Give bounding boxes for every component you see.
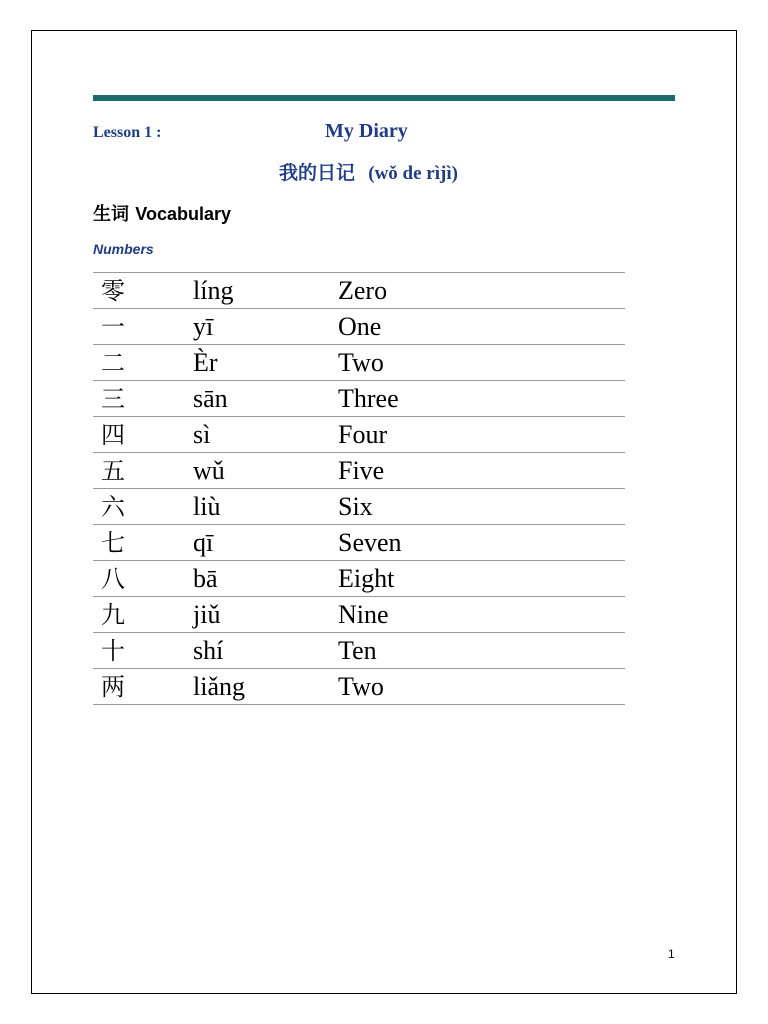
section-heading-english: Vocabulary	[135, 204, 231, 224]
pinyin-cell: Èr	[193, 348, 218, 377]
page-number: 1	[668, 947, 675, 961]
table-row	[93, 345, 625, 381]
table-row	[93, 669, 625, 705]
english-cell: Nine	[338, 600, 389, 629]
hanzi-cell: 两	[101, 673, 125, 701]
pinyin-cell: bā	[193, 564, 218, 593]
table-row	[93, 453, 625, 489]
hanzi-cell: 零	[101, 277, 125, 305]
english-cell: Six	[338, 492, 373, 521]
chinese-title-pinyin: (wǒ de rìjì)	[368, 163, 458, 184]
hanzi-cell: 九	[101, 601, 125, 629]
hanzi-cell: 十	[101, 637, 125, 665]
lesson-label: Lesson 1 :	[93, 124, 162, 141]
english-cell: Four	[338, 420, 388, 449]
pinyin-cell: liù	[193, 492, 221, 521]
table-row	[93, 272, 625, 309]
hanzi-cell: 八	[101, 565, 125, 593]
vocabulary-table	[93, 272, 625, 705]
english-cell: Five	[338, 456, 385, 485]
table-row	[93, 525, 625, 561]
pinyin-cell: qī	[193, 528, 214, 557]
table-row	[93, 381, 625, 417]
table-row	[93, 633, 625, 669]
hanzi-cell: 六	[101, 493, 125, 521]
pinyin-cell: liǎng	[193, 672, 245, 701]
english-cell: Three	[338, 384, 399, 413]
table-row	[93, 561, 625, 597]
hanzi-cell: 五	[101, 457, 125, 485]
table-row	[93, 597, 625, 633]
pinyin-cell: shí	[193, 636, 224, 665]
section-heading-chinese: 生词	[93, 204, 129, 225]
pinyin-cell: wǔ	[193, 456, 225, 485]
lesson-title: My Diary	[325, 120, 408, 142]
english-cell: Two	[338, 348, 384, 377]
header-rule	[93, 95, 675, 101]
english-cell: Two	[338, 672, 384, 701]
hanzi-cell: 七	[101, 529, 125, 557]
chinese-title	[279, 158, 458, 185]
english-cell: Ten	[338, 636, 377, 665]
pinyin-cell: sān	[193, 384, 228, 413]
table-row	[93, 309, 625, 345]
english-cell: Zero	[338, 276, 388, 305]
table-row	[93, 489, 625, 525]
hanzi-cell: 二	[101, 349, 125, 377]
subsection-label: Numbers	[93, 241, 154, 257]
chinese-title-hanzi: 我的日记	[279, 162, 356, 184]
pinyin-cell: yī	[193, 312, 214, 341]
section-heading	[93, 200, 231, 226]
hanzi-cell: 一	[101, 313, 125, 341]
hanzi-cell: 三	[101, 385, 125, 413]
table-row	[93, 417, 625, 453]
hanzi-cell: 四	[101, 421, 125, 449]
pinyin-cell: jiǔ	[193, 600, 221, 629]
english-cell: One	[338, 312, 382, 341]
pinyin-cell: líng	[193, 276, 234, 305]
english-cell: Eight	[338, 564, 395, 593]
pinyin-cell: sì	[193, 420, 211, 449]
english-cell: Seven	[338, 528, 402, 557]
